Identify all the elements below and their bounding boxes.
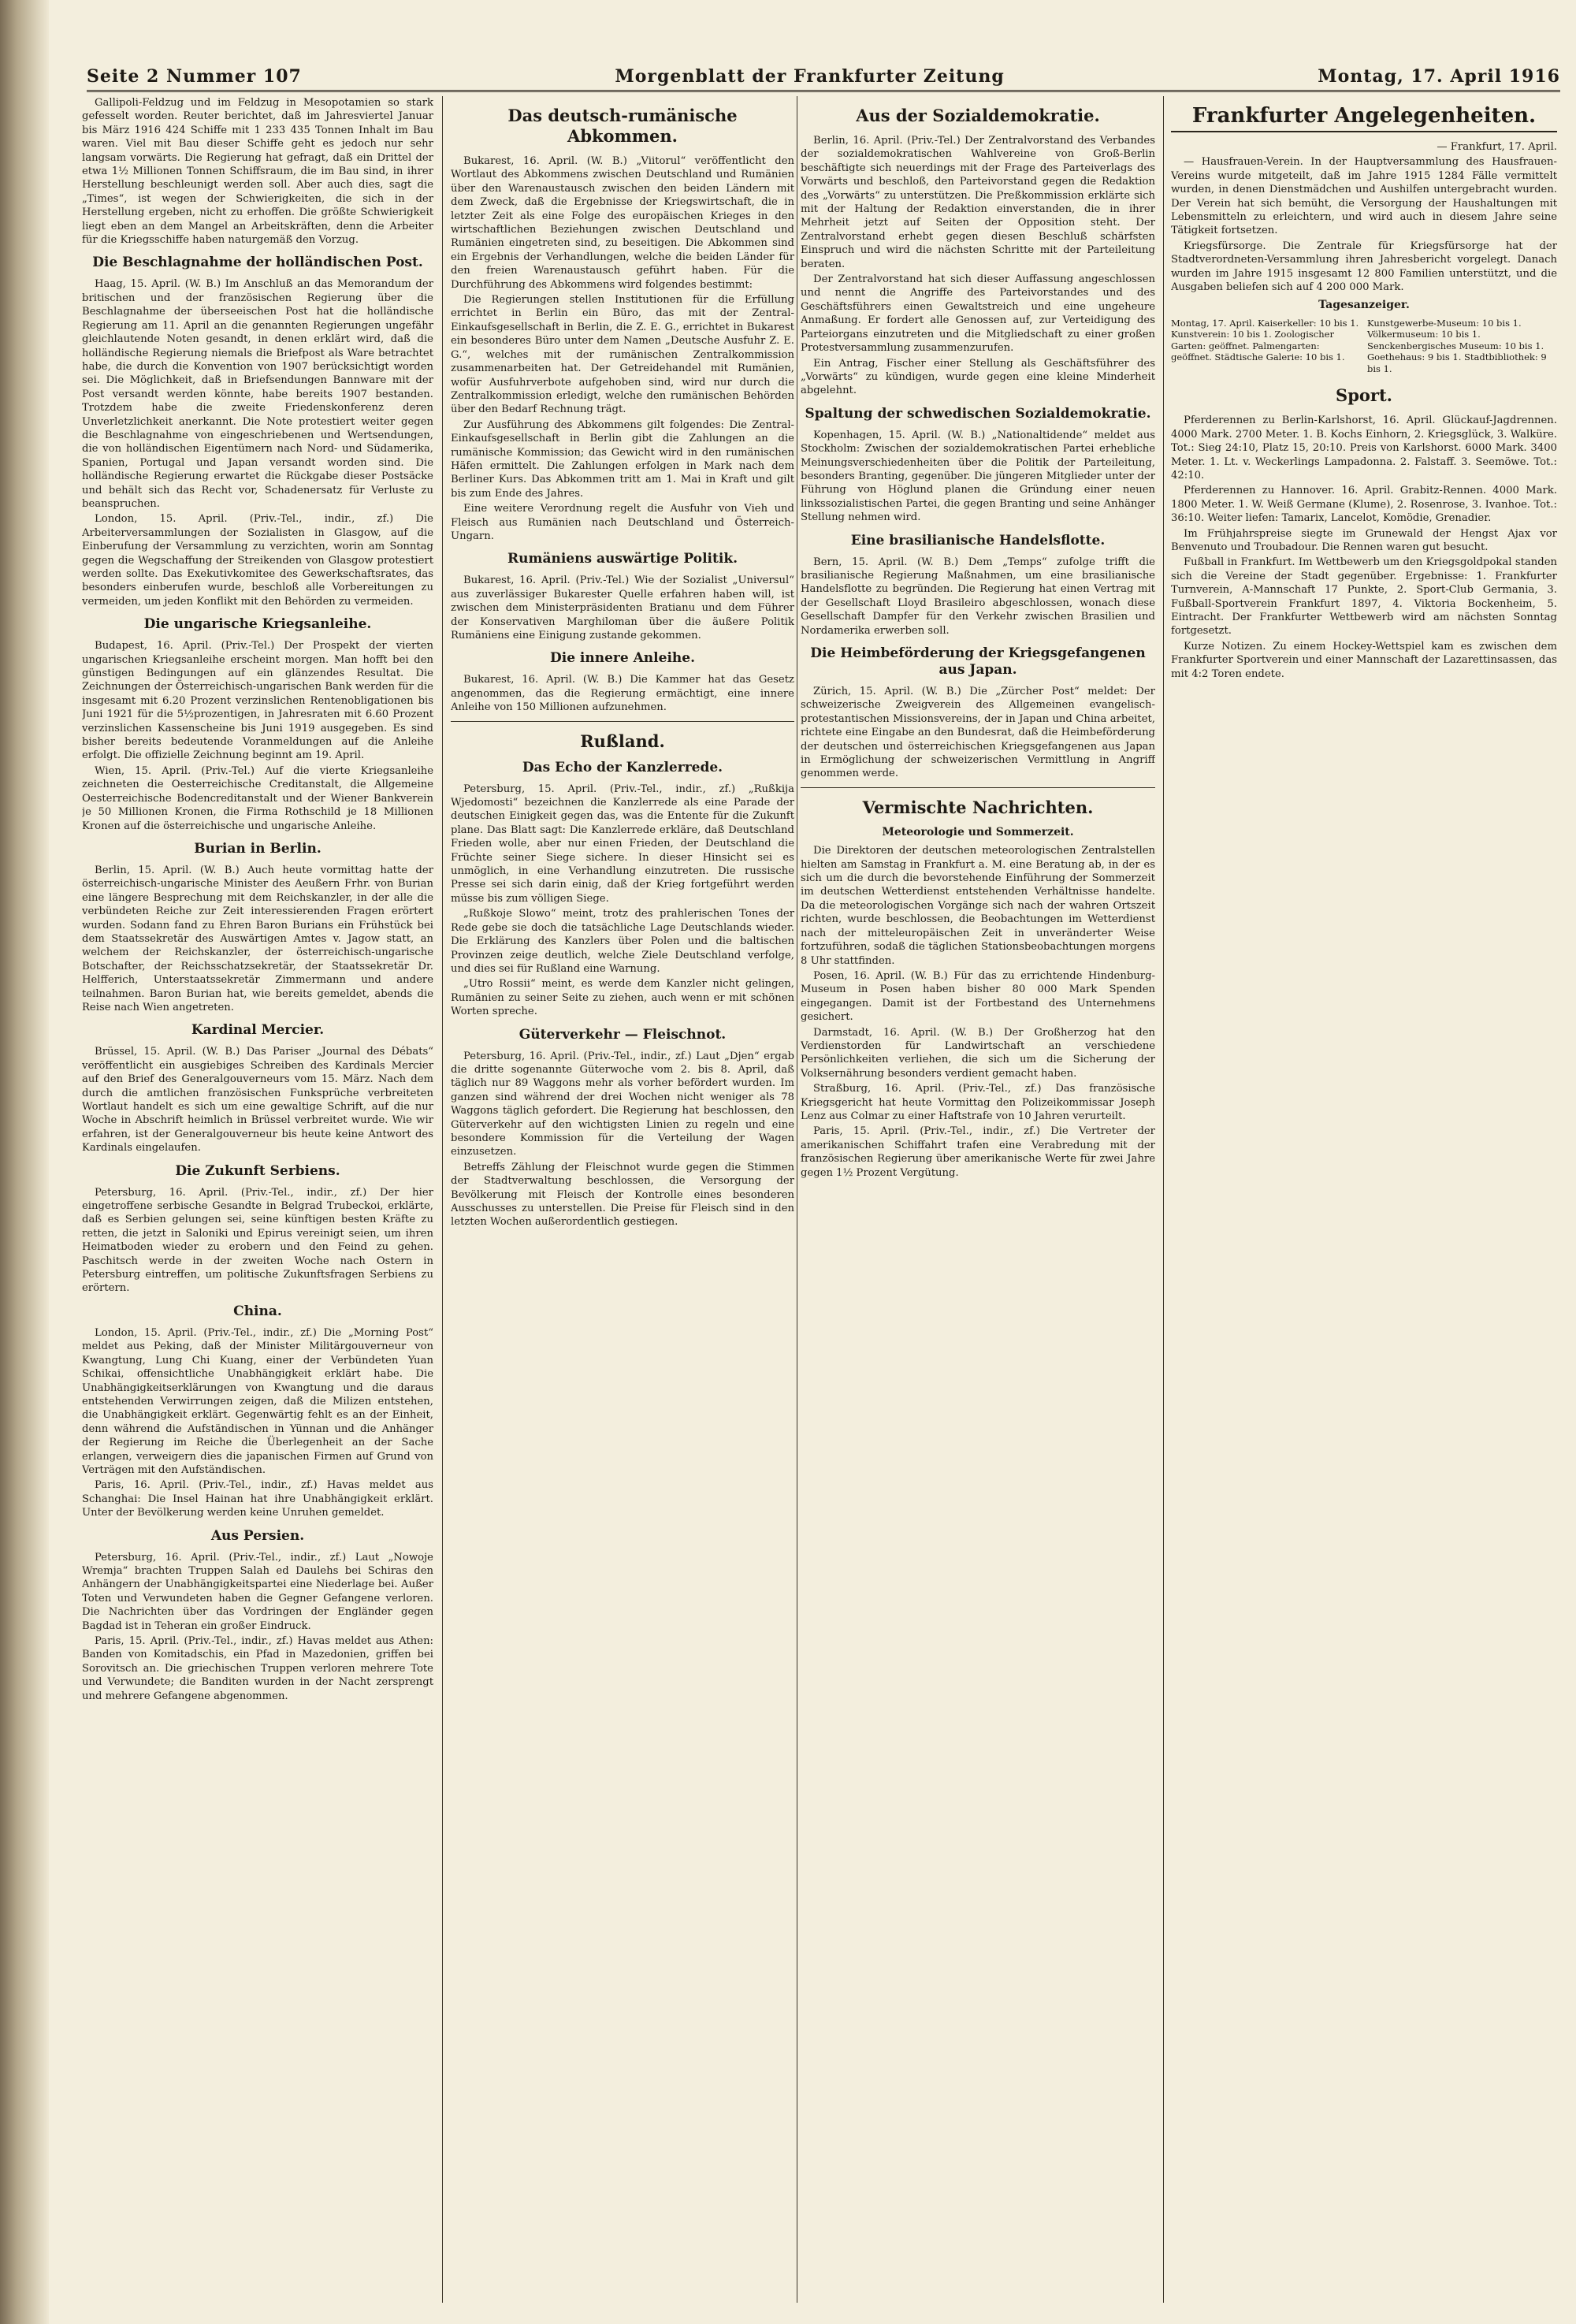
article-text: Zur Ausführung des Abkommens gilt folgendes: Die Zentral-Einkaufsgesellschaft in Berlin gibt die Zahlungen an die rumänische Kommission; das Gewicht wird in den rumänischen Häfen ermittelt. Die Zahlungen erfolgen in Mark nach dem Berliner Kurs. Das Abkommen tritt am 1. Mai in Kraft und gilt bis zum Ende des Jahres. bbox=[451, 418, 794, 500]
header-masthead: Morgenblatt der Frankfurter Zeitung bbox=[615, 66, 1005, 87]
article-text: Pferderennen zu Hannover. 16. April. Grabitz-Rennen. 4000 Mark. 1800 Meter. 1. W. Weiß Germane (Klume), 2. Rosenrose, 3. Ivanhoe. Tot.: 36:10. Weiter liefen: Tamarix, Lancelot, Komödie, Grenadier. bbox=[1171, 485, 1557, 525]
article-text: Berlin, 15. April. (W. B.) Auch heute vormittag hatte der österreichisch-ungarische Minister des Aeußern Frhr. von Burian eine längere Besprechung mit dem Reichskanzler, in der alle die verbündeten Reiche zur Zeit interessierenden Fragen erörtert wurden. Sodann fand zu Ehren Baron Burians ein Frühstück bei dem Staatssekretär des Auswärtigen Amtes v. Jagow statt, an welchem der Reichskanzler, der österreichisch-ungarische Botschafter, der Reichsschatzsekretär, der Staatssekretär Dr. Helfferich, Unterstaatssekretär Zimmermann und andere teilnahmen. Baron Burian hat, wie bereits gemeldet, abends die Reise nach Wien angetreten. bbox=[82, 864, 433, 1013]
article-text: London, 15. April. (Priv.-Tel., indir., zf.) Die Arbeiterversammlungen der Sozialisten in Glasgow, auf die Einberufung der Versammlung zu verzichten, worin am Sonntag gegen die Wegschaffung der Streikenden von Glasgow protestiert werden sollte. Das Exekutivkomitee des Gewerkschaftsrates, das besonders einberufen wurde, beschloß alle Vorbereitungen zu vermeiden, um jeden Konflikt mit den Behörden zu vermeiden. bbox=[82, 513, 433, 608]
column-3 bbox=[801, 96, 1155, 2303]
article-text: Gallipoli-Feldzug und im Feldzug in Mesopotamien so stark gefesselt worden. Reuter berichtet, daß im Jahresviertel Januar bis März 1916 424 Schiffe mit 1 233 435 Tonnen Inhalt im Bau waren. Viel mit Bau dieser Schiffe geht es jedoch nur sehr langsam vorwärts. Die Regierung hat gefragt, daß ein Drittel der etwa 1½ Millionen Tonnen Schiffsraum, die im Bau sind, in ihrer Herstellung beschleunigt werden soll. Aber auch dies, sagt die „Times“, ist wegen der Schwierigkeiten, die sich in der Herstellung ergeben, nicht zu erhoffen. Die größte Schwierigkeit liegt eben an dem Mangel an Arbeitskräften, denn die Arbeiter für die Kriegsschiffe haben naturgemäß den Vorzug. bbox=[82, 97, 433, 247]
article-heading: Rumäniens auswärtige Politik. bbox=[507, 551, 738, 567]
listing-text: Kunstgewerbe-Museum: 10 bis 1. Völkermuseum: 10 bis 1. Senckenbergisches Museum: 10 bis 1. Goethehaus: 9 bis 1. Stadtbibliothek: 9 bis 1. bbox=[1367, 317, 1547, 374]
article-text: Darmstadt, 16. April. (W. B.) Der Großherzog hat den Verdienstorden für Landwirtschaft an verschiedene Persönlichkeiten verliehen, die sich um die Sicherung der Volksernährung besonders verdient gemacht haben. bbox=[801, 1026, 1155, 1080]
article-text: Straßburg, 16. April. (Priv.-Tel., zf.) Das französische Kriegsgericht hat heute Vormittag den Polizeikommissar Joseph Lenz aus Colmar zu einer Haftstrafe von 10 Jahren verurteilt. bbox=[801, 1083, 1155, 1122]
article-text: Im Frühjahrspreise siegte im Grunewald der Hengst Ajax vor Benvenuto und Troubadour. Die Rennen waren gut besucht. bbox=[1171, 527, 1557, 554]
article-text: Der Zentralvorstand hat sich dieser Auffassung angeschlossen und nennt die Angriffe des Parteivorstandes und des Geschäftsführers einen Gewaltstreich und eine ungeheure Anmaßung. Er fordert alle Genossen auf, zur Verteidigung des Parteiorgans einzutreten und die Mitgliedschaft zu einer großen Protestversammlung zusammenzurufen. bbox=[801, 273, 1155, 355]
article-text: Bern, 15. April. (W. B.) Dem „Temps“ zufolge trifft die brasilianische Regierung Maßnahmen, um eine brasilianische Handelsflotte zu begründen. Die Regierung hat einen Vertrag mit der Gesellschaft Lloyd Brasileiro abgeschlossen, wonach diese Gesellschaft Dampfer für den Verkehr zwischen Brasilien und Nordamerika erwerben soll. bbox=[801, 556, 1155, 637]
header-date: Montag, 17. April 1916 bbox=[1318, 66, 1560, 87]
article-text: London, 15. April. (Priv.-Tel., indir., zf.) Die „Morning Post“ meldet aus Peking, daß der Minister Militärgouverneur von Kwangtung, Lung Chi Kuang, einer der Verbündeten Yuan Schikai, offensichtliche Unabhängigkeit erklärt habe. Die Unabhängigkeitserklärungen von Kwangtung und die daraus entstehenden Verwirrungen zeigen, daß die Milizen entstehen, die Unabhängigkeit erklärt. Gegenwärtig fehlt es an der Einheit, denn während die Aufständischen in Yünnan und die Anhänger der Regierung im Reiche die Überlegenheit an der Sache erlangen, verweigern dies die japanischen Firmen auf Grund von Verträgen mit den Aufständischen. bbox=[82, 1326, 433, 1476]
article-heading: Aus der Sozialdemokratie. bbox=[856, 106, 1100, 125]
column-1 bbox=[82, 96, 433, 2303]
section-divider bbox=[801, 787, 1155, 788]
article-heading: Die Heimbeförderung der Kriegsgefangenen aus Japan. bbox=[810, 645, 1146, 678]
article-text: Die Direktoren der deutschen meteorologischen Zentralstellen hielten am Samstag in Frankfurt a. M. eine Beratung ab, in der es sich um die durch die bevorstehende Einführung der Sommerzeit im deutschen Wetterdienst entstehenden Verhältnisse handelte. Da die meteorologischen Vorgänge sich nach der wahren Ortszeit richten, wurde beschlossen, die Beobachtungen im Wetterdienst nach der mitteleuropäischen Zeit in unveränderter Weise fortzuführen, sodaß die täglichen Stationsbeobachtungen morgens 8 Uhr stattfinden. bbox=[801, 845, 1155, 967]
section-divider bbox=[451, 721, 794, 722]
article-text: Die Regierungen stellen Institutionen für die Erfüllung errichtet in Berlin ein Büro, das mit der Zentral-Einkaufsgesellschaft in Berlin, die Z. E. G., errichtet in Bukarest ein besonderes Büro unter dem Namen „Deutsche Ausfuhr Z. E. G.“, welches mit der rumänischen Zentralkommission zusammenarbeiten hat. Der Getreidehandel mit Rumänien, wofür Ausfuhrverbote aufgehoben sind, wird nur durch die Zentralkommission erledigt, welche den rumänischen Behörden über den Bedarf Rechnung trägt. bbox=[451, 294, 794, 416]
header-page-number: Seite 2 Nummer 107 bbox=[87, 66, 302, 87]
article-heading: Das Echo der Kanzlerrede. bbox=[522, 759, 723, 775]
article-heading: Spaltung der schwedischen Sozialdemokratie. bbox=[805, 405, 1151, 422]
column-rule bbox=[1163, 96, 1164, 2303]
article-text: — Hausfrauen-Verein. In der Hauptversammlung des Hausfrauen-Vereins wurde mitgeteilt, daß im Jahre 1915 1284 Fälle vermittelt wurden, in denen Dienstmädchen und Aushilfen untergebracht wurden. Der Verein hat sich bemüht, die Versorgung der Haushaltungen mit Lebensmitteln zu erleichtern, und wird auch in diesem Jahre seine Tätigkeit fortsetzen. bbox=[1171, 156, 1557, 237]
article-text: Berlin, 16. April. (Priv.-Tel.) Der Zentralvorstand des Verbandes der sozialdemokratischen Wahlvereine von Groß-Berlin beschäftigte sich neuerdings mit der Frage des Parteiverlags des Vorwärts und beschloß, den Parteivorstand gegen die Redaktion des „Vorwärts“ zu unterstützen. Die Preßkommission erklärte sich mit der Haltung der Redaktion einverstanden, die in ihrer Mehrheit jetzt auf Seiten der Opposition steht. Der Zentralvorstand erhebt gegen diesen Beschluß schärfsten Einspruch und wird die nächsten Schritte mit der Parteileitung beraten. bbox=[801, 135, 1155, 270]
article-text: Kopenhagen, 15. April. (W. B.) „Nationaltidende“ meldet aus Stockholm: Zwischen der sozialdemokratischen Partei erhebliche Meinungsverschiedenheiten über die Politik der Parteileitung, besonders Branting, gegenüber. Die jüngeren Mitglieder unter der Führung von Höglund planen die Gründung einer neuen linkssozialistischen Partei, die gegen Branting und seine Anhänger Stellung nehmen wird. bbox=[801, 429, 1155, 524]
article-text: Eine weitere Verordnung regelt die Ausfuhr von Vieh und Fleisch aus Rumänien nach Deutschland und Österreich-Ungarn. bbox=[451, 503, 794, 542]
article-text: „Utro Rossii“ meint, es werde dem Kanzler nicht gelingen, Rumänien zu seiner Seite zu ziehen, auch wenn er mit schönen Worten spreche. bbox=[451, 978, 794, 1018]
article-text: Budapest, 16. April. (Priv.-Tel.) Der Prospekt der vierten ungarischen Kriegsanleihe erscheint morgen. Man hofft bei den günstigen Bedingungen auf ein glänzendes Resultat. Die Zeichnungen der Österreichisch-ungarischen Bank werden für die insgesamt mit 6.20 Prozent verzinslichen Rentenobligationen bis Juni 1921 für die 5½prozentigen, in Jahresraten mit 6.60 Prozent verzinslichen Kassenscheine bis Juni 1919 ausgegeben. Es sind bisher bereits bedeutende Voranmeldungen auf die Anleihe erfolgt. Die offizielle Zeichnung beginnt am 19. April. bbox=[82, 640, 433, 762]
article-heading: Eine brasilianische Handelsflotte. bbox=[850, 532, 1106, 548]
article-text: Paris, 16. April. (Priv.-Tel., indir., zf.) Havas meldet aus Schanghai: Die Insel Hainan hat ihre Unabhängigkeit erklärt. Unter der Bevölkerung werden keine Unruhen gemeldet. bbox=[82, 1479, 433, 1519]
page-binding bbox=[0, 0, 49, 2324]
article-heading: Die innere Anleihe. bbox=[550, 650, 695, 667]
article-text: Paris, 15. April. (Priv.-Tel., indir., zf.) Havas meldet aus Athen: Banden von Komitadschis, ein Pfad in Mazedonien, griffen bei Sorovitsch an. Die griechischen Truppen verloren mehrere Tote und Verwundete; die Banditen wurden in der Nacht zersprengt und mehrere Gefangene abgenommen. bbox=[82, 1635, 433, 1702]
section-heading: Rußland. bbox=[580, 731, 665, 751]
article-text: „Rußkoje Slowo“ meint, trotz des prahlerischen Tones der Rede gebe sie doch die tatsächliche Lage Deutschlands wieder. Die Erklärung des Kanzlers über Polen und die baltischen Provinzen zeige deutlich, welche Ziele Deutschland verfolge, und dies sei für Rußland eine Warnung. bbox=[451, 908, 794, 975]
article-text: Posen, 16. April. (W. B.) Für das zu errichtende Hindenburg-Museum in Posen haben bisher 80 000 Mark Spenden eingegangen. Damit ist der Fortbestand des Unternehmens gesichert. bbox=[801, 969, 1155, 1024]
section-heading: Vermischte Nachrichten. bbox=[862, 797, 1094, 817]
article-text: Kurze Notizen. Zu einem Hockey-Wettspiel kam es zwischen dem Frankfurter Sportverein und einer Mannschaft der Lazarettinsassen, das mit 4:2 Toren endete. bbox=[1171, 640, 1557, 680]
column-2 bbox=[451, 96, 794, 2303]
article-text: Bukarest, 16. April. (W. B.) Die Kammer hat das Gesetz angenommen, das die Regierung ermächtigt, eine innere Anleihe von 150 Millionen aufzunehmen. bbox=[451, 674, 794, 714]
article-text: Bukarest, 16. April. (Priv.-Tel.) Wie der Sozialist „Universul“ aus zuverlässiger Bukarester Quelle erfahren haben will, ist zwischen dem Ministerpräsidenten Bratianu und dem Führer der Konservativen Marghiloman über die äußere Politik Rumäniens eine Einigung zustande gekommen. bbox=[451, 574, 794, 641]
article-heading: Burian in Berlin. bbox=[194, 840, 322, 857]
article-text: Bukarest, 16. April. (W. B.) „Viitorul“ veröffentlicht den Wortlaut des Abkommens zwischen Deutschland und Rumänien über den Warenaustausch zwischen den beiden Ländern mit dem Zweck, daß die Ergebnisse der Kriegswirtschaft, die in letzter Zeit als eine Folge des europäischen Krieges in den wirtschaftlichen Beziehungen zwischen Deutschland und Rumänien eingetreten sind, zu beseitigen. Die Abkommen sind ein Ergebnis der Verhandlungen, welche die beiden Länder für den freien Warenaustausch geführt haben. Für die Durchführung des Abkommens wird folgendes bestimmt: bbox=[451, 155, 794, 291]
article-text: Zürich, 15. April. (W. B.) Die „Zürcher Post“ meldet: Der schweizerische Zweigverein des Allgemeinen evangelisch-protestantischen Missionsvereins, der in Japan und China arbeitet, richtete eine Eingabe an den Bundesrat, daß die Heimbeförderung der deutschen und österreichischen Kriegsgefangenen aus Japan in Ermöglichung der schweizerischen Vermittlung in Angriff genommen werde. bbox=[801, 686, 1155, 780]
column-rule bbox=[442, 96, 443, 2303]
dateline: — Frankfurt, 17. April. bbox=[1437, 141, 1557, 153]
article-text: Betreffs Zählung der Fleischnot wurde gegen die Stimmen der Stadtverwaltung beschlossen, die Versorgung der Bevölkerung mit Fleisch der Kontrolle eines besonderen Ausschusses zu unterstellen. Die Preise für Fleisch sind in den letzten Wochen außerordentlich gestiegen. bbox=[451, 1161, 794, 1229]
section-heading: Sport. bbox=[1336, 385, 1392, 406]
daily-listings bbox=[1171, 318, 1557, 377]
article-text: Petersburg, 15. April. (Priv.-Tel., indir., zf.) „Rußkija Wjedomosti“ bezeichnen die Kanzlerrede als eine Parade der deutschen Einigkeit gegen das, was die Entente für die Zukunft plane. Das Blatt sagt: Die Kanzlerrede erkläre, daß Deutschland Frieden wolle, aber nur einen Frieden, der Deutschland die Früchte seiner Siege sichere. In dieser Hinsicht sei es unmöglich, in eine Verhandlung einzutreten. Die russische Presse sei sich darin einig, daß der Krieg fortgeführt werden müsse bis zum völligen Siege. bbox=[451, 783, 794, 905]
article-heading: Tagesanzeiger. bbox=[1318, 299, 1410, 312]
article-text: Pferderennen zu Berlin-Karlshorst, 16. April. Glückauf-Jagdrennen. 4000 Mark. 2700 Meter. 1. B. Kochs Einhorn, 2. Kriegsglück, 3. Walküre. Tot.: Sieg 24:10, Platz 15, 20:10. Preis von Karlshorst. 6000 Mark. 3400 Meter. 1. Lt. v. Weckerlings Lampadonna. 2. Falstaff. 3. Seemöwe. Tot.: 42:10. bbox=[1171, 415, 1557, 482]
column-4 bbox=[1171, 96, 1557, 2303]
article-text: Kriegsfürsorge. Die Zentrale für Kriegsfürsorge hat der Stadtverordneten-Versammlung ihren Jahresbericht vorgelegt. Danach wurden im Jahre 1915 insgesamt 12 800 Familien unterstützt, und die Ausgaben beliefen sich auf 4 200 000 Mark. bbox=[1171, 240, 1557, 294]
article-heading: Die Zukunft Serbiens. bbox=[175, 1162, 340, 1179]
article-text: Paris, 15. April. (Priv.-Tel., indir., zf.) Die Vertreter der amerikanischen Schiffahrt trafen eine Verabredung mit der französischen Regierung über amerikanische Werte für zwei Jahre gegen 1½ Prozent Vergütung. bbox=[801, 1125, 1155, 1179]
listing-text: Montag, 17. April. Kaiserkeller: 10 bis 1. Kunstverein: 10 bis 1. Zoologischer Garten: geöffnet. Palmengarten: geöffnet. Städtische Galerie: 10 bis 1. bbox=[1171, 317, 1359, 363]
article-heading: Die Beschlagnahme der holländischen Post. bbox=[92, 255, 423, 271]
article-heading: China. bbox=[233, 1303, 282, 1319]
article-heading: Meteorologie und Sommerzeit. bbox=[882, 825, 1074, 838]
article-heading: Kardinal Mercier. bbox=[191, 1022, 325, 1039]
article-text: Petersburg, 16. April. (Priv.-Tel., indir., zf.) Der hier eingetroffene serbische Gesandte in Belgrad Trubeckoi, erklärte, daß es Serbien gelungen sei, seine künftigen besten Kräfte zu retten, die jetzt in Saloniki und Epirus vereinigt seien, um ihren Heimatboden wieder zu erobern und den Feind zu gehen. Paschitsch werde in der zweiten Woche nach Ostern in Petersburg eintreffen, um politische Zukunftsfragen Serbiens zu erörtern. bbox=[82, 1186, 433, 1295]
article-text: Petersburg, 16. April. (Priv.-Tel., indir., zf.) Laut „Nowoje Wremja“ brachten Truppen Salah ed Daulehs bei Schiras den Anhängern der Unabhängigkeitspartei eine Niederlage bei. Außer Toten und Verwundeten haben die Gegner Gefangene verloren. Die Nachrichten über das Vordringen der Engländer gegen Bagdad ist in Teheran ein großer Eindruck. bbox=[82, 1551, 433, 1632]
article-text: Haag, 15. April. (W. B.) Im Anschluß an das Memorandum der britischen und der französischen Regierung über die Beschlagnahme der überseeischen Post hat die holländische Regierung am 11. April an die genannten Regierungen ungefähr gleichlautende Noten gesandt, in denen erklärt wird, daß die holländische Regierung niemals die Briefpost als Ware betrachtet habe, die durch die Konvention von 1907 berücksichtigt worden sei. Die Möglichkeit, daß in Briefsendungen Bannware mit der Post versandt werden könnte, habe bereits 1907 bestanden. Trotzdem habe die zweite Friedenskonferenz deren Unverletzlichkeit anerkannt. Die Note protestiert weiter gegen die Beschlagnahme von eingeschriebenen und Wertsendungen, die von holländischen Eigentümern nach Nord- und Südamerika, Spanien, Portugal und Japan versandt worden sind. Die holländische Regierung erwartet die Rückgabe dieser Postsäcke und behält sich das Recht vor, Schadenersatz für Verluste zu beanspruchen. bbox=[82, 278, 433, 510]
article-heading: Die ungarische Kriegsanleihe. bbox=[143, 616, 372, 633]
article-text: Ein Antrag, Fischer einer Stellung als Geschäftsführer des „Vorwärts“ zu kündigen, wurde gegen eine kleine Minderheit abgelehnt. bbox=[801, 357, 1155, 397]
article-text: Petersburg, 16. April. (Priv.-Tel., indir., zf.) Laut „Djen“ ergab die dritte sogenannte Güterwoche vom 2. bis 8. April, daß täglich nur 89 Waggons mehr als vorher befördert wurden. Im ganzen sind während der drei Wochen nicht weniger als 78 Waggons täglich gefordert. Die Regierung hat beschlossen, den Güterverkehr auf den wichtigsten Linien zu regeln und eine besondere Kommission für die Verteilung der Wagen einzusetzen. bbox=[451, 1050, 794, 1158]
article-heading: Das deutsch-rumänische Abkommen. bbox=[507, 106, 738, 146]
article-text: Brüssel, 15. April. (W. B.) Das Pariser „Journal des Débats“ veröffentlicht ein ausgiebiges Schreiben des Kardinals Mercier auf den Brief des Generalgouverneurs vom 15. März. Nach dem durch die amtlichen französischen Funksprüche verbreiteten Wortlaut handelt es sich um eine gewaltige Schrift, auf die nur Woche in Abschrift heimlich in Brüssel verbreitet wurde. Wie wir erfahren, ist der Generalgouverneur bis heute keine Antwort des Kardinals eingelaufen. bbox=[82, 1046, 433, 1155]
page-header bbox=[87, 60, 1560, 92]
section-heading: Frankfurter Angelegenheiten. bbox=[1171, 106, 1557, 132]
article-heading: Aus Persien. bbox=[210, 1527, 305, 1544]
article-heading: Güterverkehr — Fleischnot. bbox=[519, 1026, 727, 1043]
article-text: Wien, 15. April. (Priv.-Tel.) Auf die vierte Kriegsanleihe zeichneten die Oesterreichische Creditanstalt, die Allgemeine Oesterreichische Bodencreditanstalt und der Wiener Bankverein je 50 Millionen Kronen, die Firma Rothschild je 18 Millionen Kronen auf die österreichische und ungarische Anleihe. bbox=[82, 764, 433, 832]
article-text: Fußball in Frankfurt. Im Wettbewerb um den Kriegsgoldpokal standen sich die Vereine der Stadt gegenüber. Ergebnisse: 1. Frankfurter Turnverein, A-Mannschaft 17 Punkte, 2. Sport-Club Germania, 3. Fußball-Sportverein Frankfurt 1897, 4. Viktoria Bockenheim, 5. Eintracht. Der Frankfurter Wettbewerb wird am nächsten Sonntag fortgesetzt. bbox=[1171, 556, 1557, 638]
